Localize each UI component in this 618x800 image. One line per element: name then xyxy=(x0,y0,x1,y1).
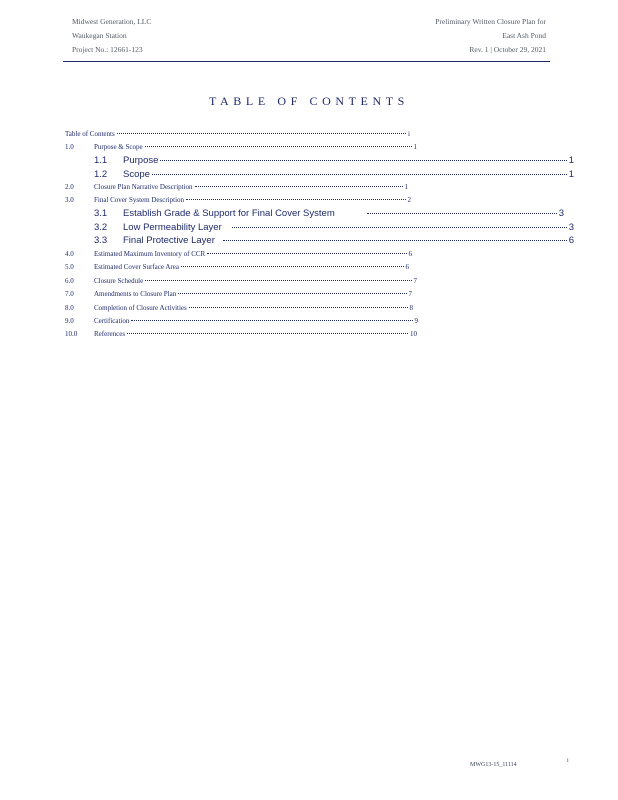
toc-number: 8.0 xyxy=(65,304,74,312)
toc-number: 1.1 xyxy=(94,155,108,166)
leader-dots xyxy=(117,133,406,134)
header-station: Waukegan Station xyxy=(72,31,127,40)
leader-dots xyxy=(145,280,411,281)
footer-doc-id: MWG13-15_11114 xyxy=(470,762,517,768)
toc-page: 6 xyxy=(568,235,574,246)
toc-number: 3.0 xyxy=(65,196,74,204)
header-doc-title: Preliminary Written Closure Plan for xyxy=(435,17,546,26)
toc-label: Closure Schedule xyxy=(94,277,144,285)
header-site: East Ash Pond xyxy=(502,31,546,40)
header-left xyxy=(72,15,151,57)
toc-label: Estimated Maximum Inventory of CCR xyxy=(94,250,206,258)
toc-page: 1 xyxy=(404,183,408,191)
toc-label: Purpose xyxy=(123,155,159,166)
header-company: Midwest Generation, LLC xyxy=(72,17,152,26)
toc-page: 8 xyxy=(409,304,413,312)
header-revision: Rev. 1 | October 29, 2021 xyxy=(469,45,546,54)
leader-dots xyxy=(131,320,412,321)
toc-entry[interactable] xyxy=(94,208,564,219)
toc-page: 3 xyxy=(558,208,564,219)
toc-page: 9 xyxy=(414,317,418,325)
toc-entry[interactable] xyxy=(65,263,409,271)
toc-label: Scope xyxy=(123,169,150,180)
header-right xyxy=(435,15,546,57)
toc-number: 1.0 xyxy=(65,143,74,151)
toc-entry[interactable] xyxy=(65,250,412,258)
toc-label: References xyxy=(94,330,126,338)
toc-page: 1 xyxy=(568,155,574,166)
leader-dots xyxy=(207,253,406,254)
toc-entry[interactable] xyxy=(65,290,412,298)
toc-number: 4.0 xyxy=(65,250,74,258)
leader-dots xyxy=(178,293,406,294)
footer-page-number: i xyxy=(567,758,569,764)
toc-label: Certification xyxy=(94,317,130,325)
toc-number: 1.2 xyxy=(94,169,108,180)
toc-page: 3 xyxy=(568,222,574,233)
leader-dots xyxy=(223,240,567,241)
toc-number: 2.0 xyxy=(65,183,74,191)
toc-page: 1 xyxy=(413,143,417,151)
leader-dots xyxy=(160,160,566,161)
toc-page: 7 xyxy=(408,290,412,298)
toc-entry[interactable] xyxy=(65,317,418,325)
toc-entry[interactable] xyxy=(65,130,410,138)
toc-page: 10 xyxy=(410,330,417,338)
toc-label: Final Protective Layer xyxy=(123,235,215,246)
toc-number: 7.0 xyxy=(65,290,74,298)
leader-dots xyxy=(181,266,404,267)
toc-entry[interactable] xyxy=(65,277,417,285)
toc-entry[interactable] xyxy=(94,222,574,233)
toc-label: Purpose & Scope xyxy=(94,143,143,151)
toc-entry[interactable] xyxy=(94,169,574,180)
leader-dots xyxy=(367,213,557,214)
toc-page: i xyxy=(408,130,410,138)
toc-entry[interactable] xyxy=(65,196,411,204)
toc-label: Establish Grade & Support for Final Cover System xyxy=(123,208,335,219)
toc-number: 9.0 xyxy=(65,317,74,325)
toc-number: 3.2 xyxy=(94,222,108,233)
leader-dots xyxy=(232,227,567,228)
toc-number: 5.0 xyxy=(65,263,74,271)
toc-page: 1 xyxy=(568,169,574,180)
leader-dots xyxy=(189,307,408,308)
toc-entry[interactable] xyxy=(94,155,574,166)
toc-entry[interactable] xyxy=(65,183,408,191)
toc-page: 6 xyxy=(408,250,412,258)
header-rule xyxy=(63,61,550,62)
toc-number: 10.0 xyxy=(65,330,78,338)
toc-entry[interactable] xyxy=(65,330,417,338)
toc-title: TABLE OF CONTENTS xyxy=(209,94,409,108)
leader-dots xyxy=(152,174,567,175)
header-project-no: Project No.: 12661-123 xyxy=(72,45,143,54)
leader-dots xyxy=(195,186,403,187)
toc-number: 3.1 xyxy=(94,208,108,219)
toc-page: 6 xyxy=(405,263,409,271)
toc-number: 3.3 xyxy=(94,235,108,246)
leader-dots xyxy=(186,199,405,200)
toc-label: Completion of Closure Activities xyxy=(94,304,187,312)
toc-label: Low Permeability Layer xyxy=(123,222,222,233)
toc-page: 7 xyxy=(413,277,417,285)
toc-label: Amendments to Closure Plan xyxy=(94,290,177,298)
toc-number: 6.0 xyxy=(65,277,74,285)
toc-label: Closure Plan Narrative Description xyxy=(94,183,193,191)
toc-entry[interactable] xyxy=(65,143,417,151)
leader-dots xyxy=(127,333,408,334)
toc-label: Final Cover System Description xyxy=(94,196,185,204)
toc-entry[interactable] xyxy=(65,304,413,312)
toc-page: 2 xyxy=(407,196,411,204)
toc-label: Table of Contents xyxy=(65,130,115,138)
leader-dots xyxy=(145,146,412,147)
toc-entry[interactable] xyxy=(94,235,574,246)
toc-label: Estimated Cover Surface Area xyxy=(94,263,179,271)
